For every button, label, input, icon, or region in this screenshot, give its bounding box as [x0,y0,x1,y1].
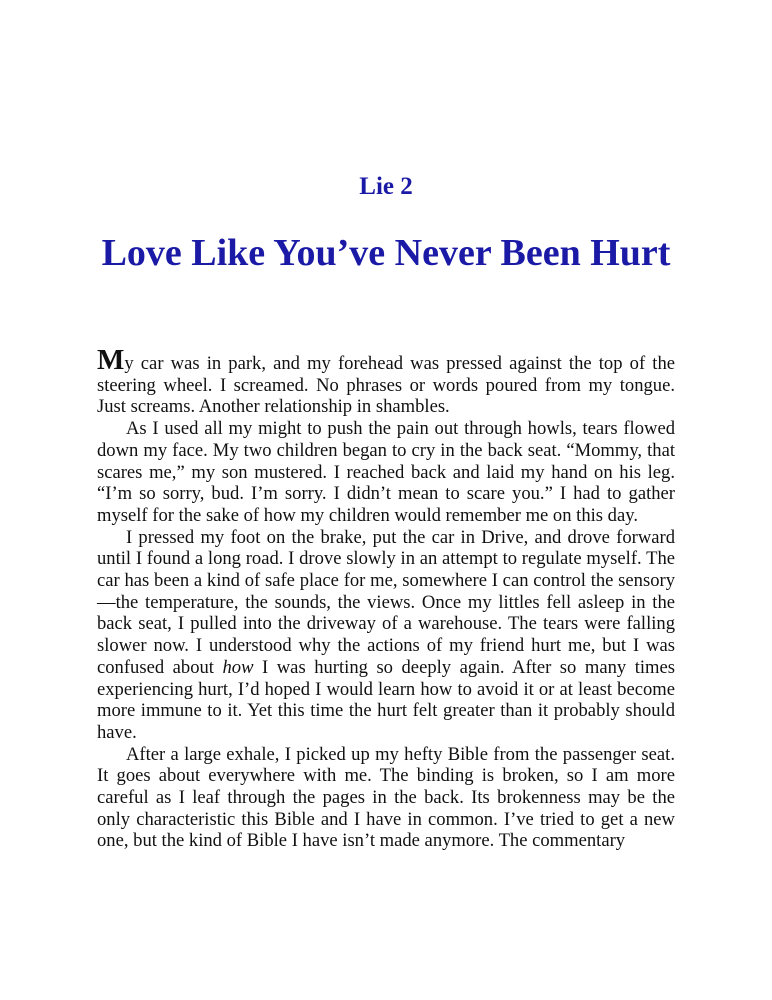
paragraph-3 [97,527,675,744]
drop-cap: M [97,344,125,376]
chapter-title: Love Like You’ve Never Been Hurt [101,232,671,274]
paragraph-1 [97,344,675,418]
paragraph-3-after: I was hurting so deeply again. After so many times experiencing hurt, I’d hoped I would learn how to avoid it or at least become more immune to it. Yet this time the hurt felt greater than it probably should have. [97,656,675,743]
chapter-label: Lie 2 [359,173,413,200]
body-text [97,344,675,852]
paragraph-2: As I used all my might to push the pain out through howls, tears flowed down my face. My two children began to cry in the back seat. “Mommy, that scares me,” my son mustered. I reached back and laid my hand on his leg. “I’m so sorry, bud. I’m sorry. I didn’t mean to scare you.” I had to gather myself for the sake of how my children would remember me on this day. [97,418,675,526]
emphasis-how: how [222,656,254,678]
paragraph-3-before: I pressed my foot on the brake, put the car in Drive, and drove forward until I found a long road. I drove slowly in an attempt to regulate myself. The car has been a kind of safe place for me, somewhere I can control the sensory—the temperature, the sounds, the views. Once my littles fell asleep in the back seat, I pulled into the driveway of a warehouse. The tears were falling slower now. I understood why the actions of my friend hurt me, but I was confused about [97,526,675,678]
paragraph-4: After a large exhale, I picked up my hefty Bible from the passenger seat. It goes about everywhere with me. The binding is broken, so I am more careful as I leaf through the pages in the back. Its brokenness may be the only characteristic this Bible and I have in common. I’ve tried to get a new one, but the kind of Bible I have isn’t made anymore. The commentary [97,743,675,852]
paragraph-1-text: y car was in park, and my forehead was pressed against the top of the steering wheel. I screamed. No phrases or words poured from my tongue. Just screams. Another relationship in shambles. [97,353,675,418]
